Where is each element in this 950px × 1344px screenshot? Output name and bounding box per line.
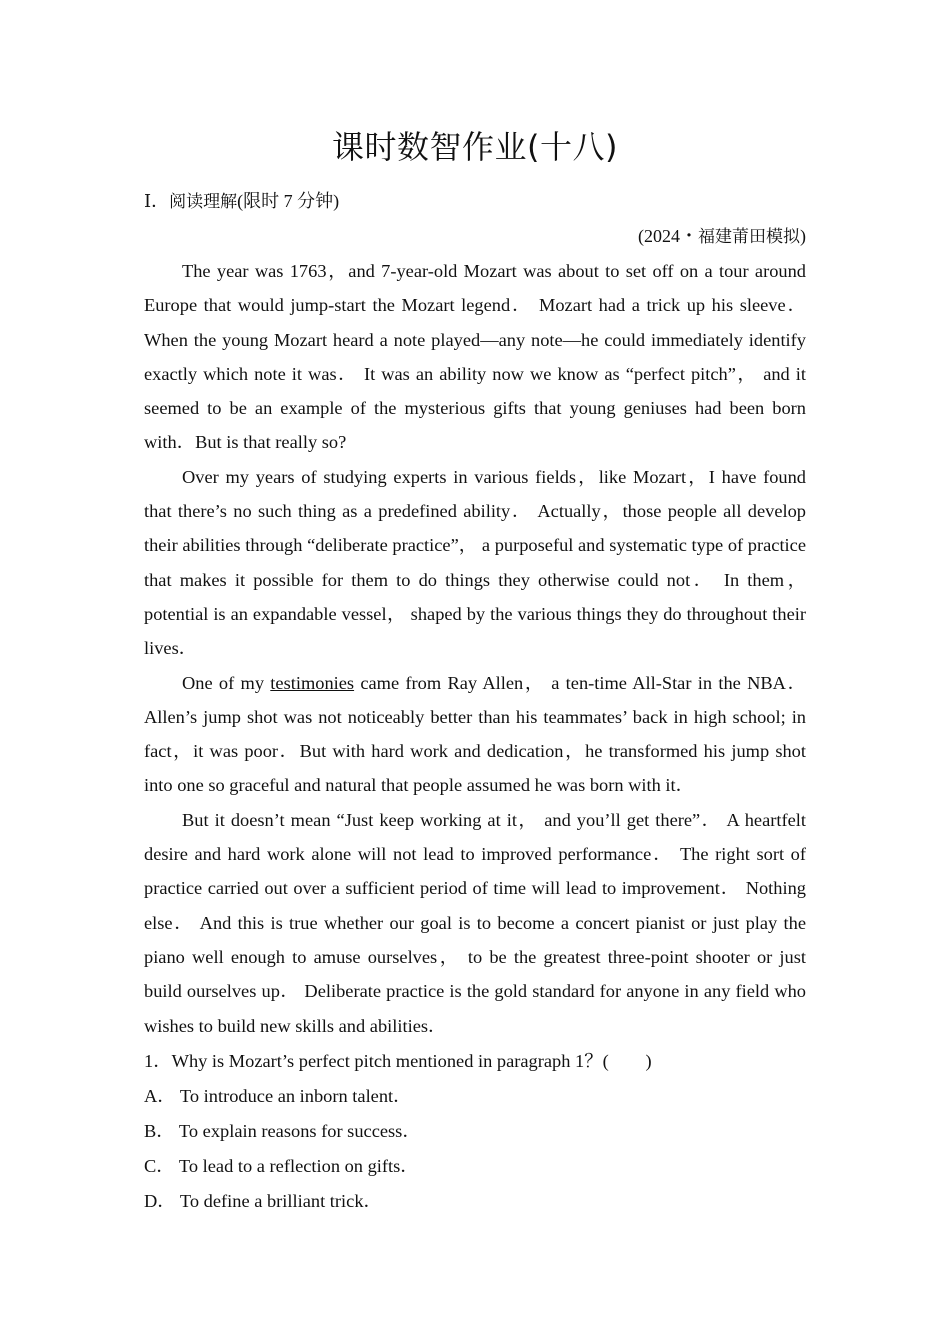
page-title: 课时数智作业(十八) (332, 128, 618, 166)
reading-passage (144, 254, 806, 1043)
section-heading (144, 188, 339, 215)
section-number: Ⅰ． (144, 191, 170, 211)
paragraph-2: Over my years of studying experts in various fields，like Mozart，I have found that there’s no such thing as a predefined ability． Actually，those people all develop their abilities through “deliberate practice”， a purposeful and systematic type of practice that makes it possible for them to do things they otherwise could not． In them， potential is an expandable vessel， shaped by the various things they do throughout their lives． (144, 466, 806, 659)
paragraph-3-rest: came from Ray Allen， a ten-time All-Star in the NBA． Allen’s jump shot was not noticeably better than his teammates’ back in high school; in fact，it was poor．But with hard work and dedication，he transformed his jump shot into one so graceful and natural that people assumed he was born with it． (144, 672, 806, 796)
option-d[interactable]: D． To define a brilliant trick． (144, 1191, 382, 1211)
section-name: 阅读理解 (169, 192, 238, 212)
source-year: (2024・ (638, 226, 698, 246)
section-time-limit: (限时 7 分钟) (237, 191, 340, 211)
paragraph-3 (144, 666, 806, 803)
source-note (638, 223, 806, 250)
option-c[interactable]: C． To lead to a reflection on gifts． (144, 1156, 419, 1176)
underlined-word: testimonies (270, 672, 355, 693)
paragraph-1: The year was 1763，and 7-year-old Mozart was about to set off on a tour around Europe that would jump-start the Mozart legend． Mozart had a trick up his sleeve． When the young Mozart heard a note played—any note—he could immediately identify exactly which note it was． It was an ability now we know as “perfect pitch”， and it seemed to be an example of the mysterious gifts that young geniuses had been born with．But is that really so? (144, 261, 806, 453)
source-close: ) (800, 226, 806, 246)
option-b[interactable]: B． To explain reasons for success． (144, 1121, 421, 1141)
source-place: 福建莆田模拟 (698, 227, 800, 247)
question-stem: 1．Why is Mozart’s perfect pitch mentioned in paragraph 1？( ) (144, 1051, 652, 1071)
option-a[interactable]: A． To introduce an inborn talent． (144, 1086, 412, 1106)
question-block (144, 1045, 806, 1220)
paragraph-3-start: One of my (182, 672, 271, 693)
paragraph-4: But it doesn’t mean “Just keep working at it， and you’ll get there”． A heartfelt desire and hard work alone will not lead to improved performance． The right sort of practice carried out over a sufficient period of time will lead to improvement． Nothing else． And this is true whether our goal is to become a concert pianist or just play the piano well enough to amuse ourselves， to be the greatest three-point shooter or just build ourselves up． Deliberate practice is the gold standard for anyone in any field who wishes to build new skills and abilities． (144, 809, 806, 1036)
